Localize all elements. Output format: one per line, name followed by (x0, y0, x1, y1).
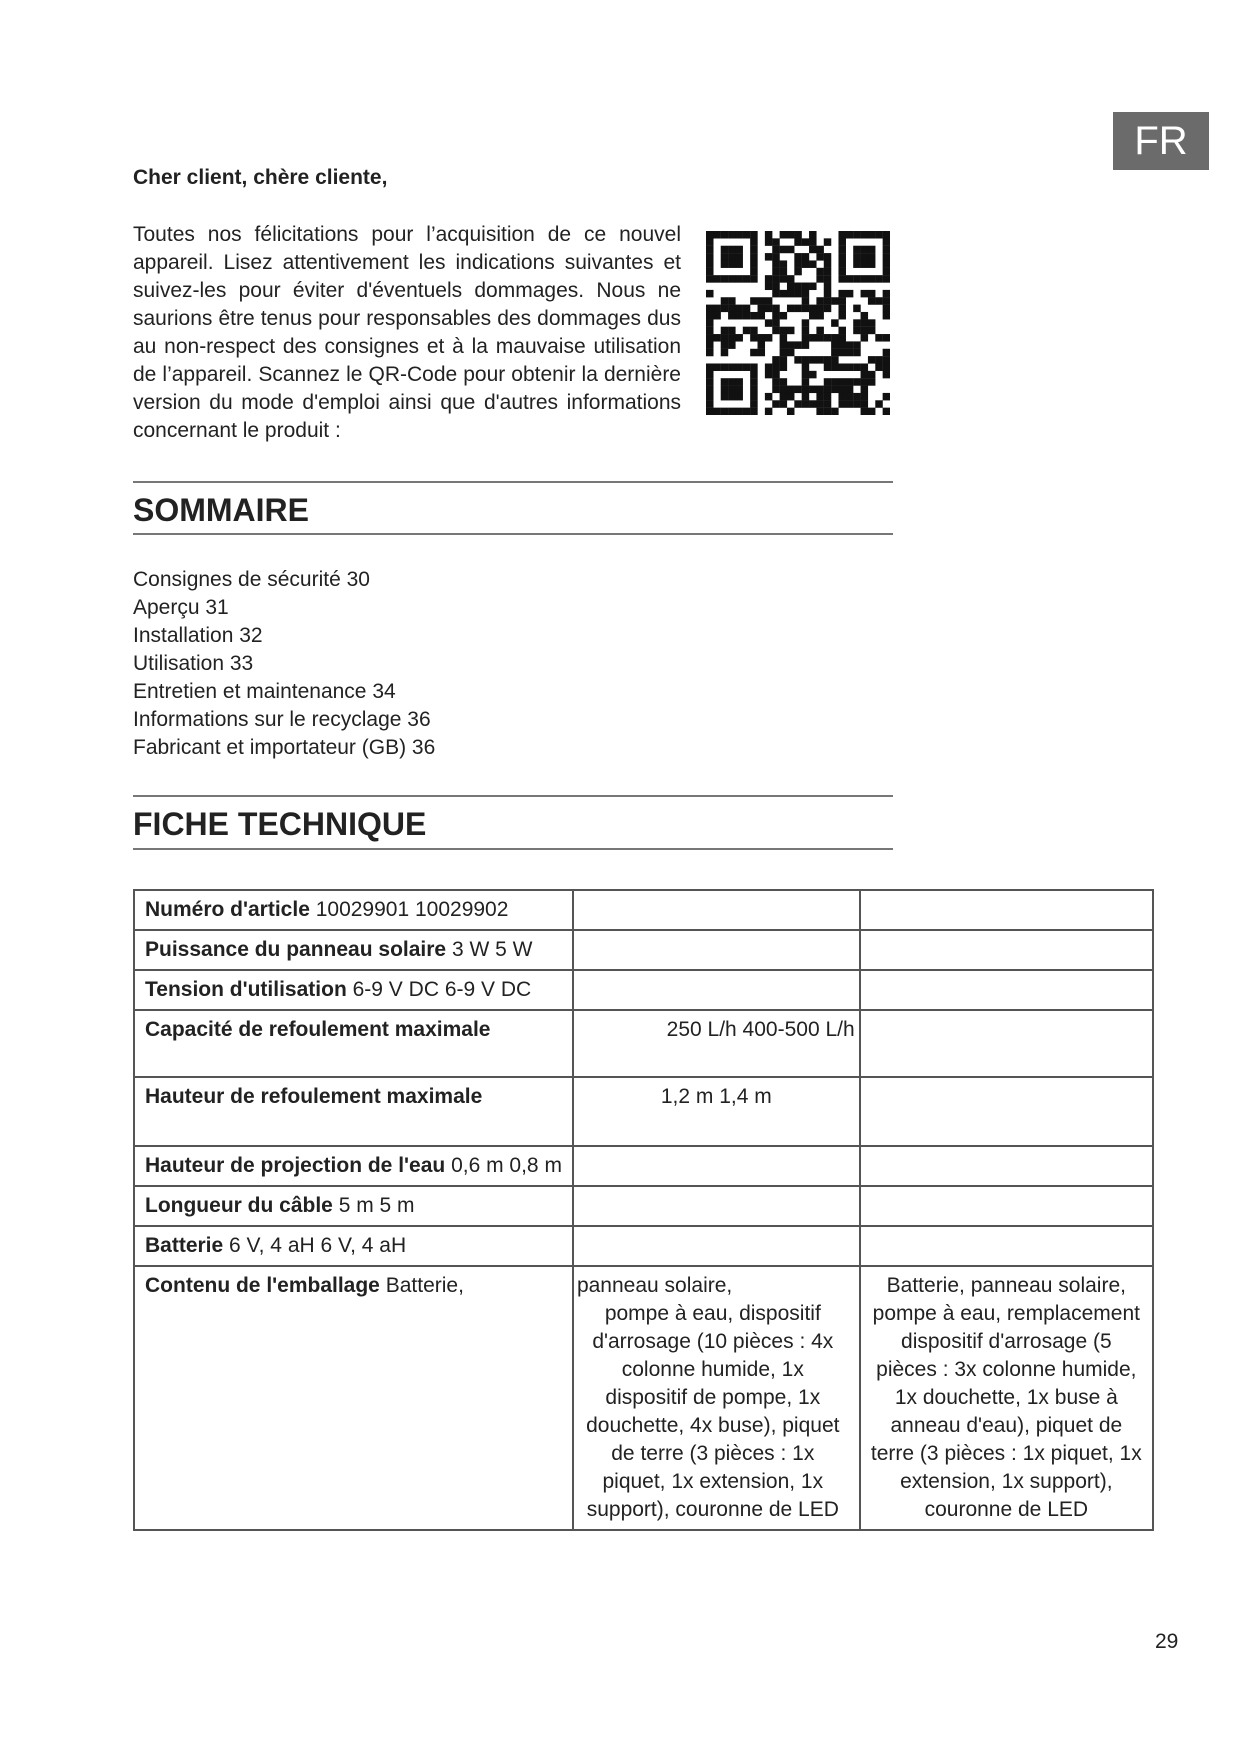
table-row (134, 1266, 1153, 1530)
specs-table (133, 889, 1154, 1531)
table-row (134, 930, 1153, 970)
spec-value: Batterie, (385, 1274, 464, 1297)
table-row (134, 1010, 1153, 1077)
specs-title: FICHE TECHNIQUE (133, 806, 427, 842)
spec-value: 0,6 m 0,8 m (451, 1154, 562, 1177)
spec-label: Puissance du panneau solaire (145, 938, 447, 961)
toc-item[interactable]: Fabricant et importateur (GB) 36 (133, 736, 436, 759)
language-badge: FR (1113, 112, 1209, 170)
table-row (134, 970, 1153, 1010)
table-row (134, 1077, 1153, 1146)
spec-label: Tension d'utilisation (145, 978, 347, 1001)
spec-label: Capacité de refoulement maximale (145, 1018, 491, 1041)
toc-item[interactable]: Consignes de sécurité 30 (133, 568, 370, 591)
spec-label: Numéro d'article (145, 898, 310, 921)
greeting: Cher client, chère cliente, (133, 166, 388, 189)
intro-paragraph: Toutes nos félicitations pour l’acquisition de ce nouvel appareil. Lisez attentivement les indications suivantes et suivez-les pour éviter d'éventuels dommages. Nous ne saurions être tenus pour responsables des dommages dus au non-respect des consignes et à la mauvaise utilisation de l’appareil. Scannez le QR-Code pour obtenir la dernière version du mode d'emploi ainsi que d'autres informations concernant le produit : (133, 223, 681, 442)
spec-label: Hauteur de refoulement maximale (145, 1085, 483, 1108)
spec-value: 6 V, 4 aH 6 V, 4 aH (229, 1234, 407, 1257)
toc-item[interactable]: Aperçu 31 (133, 596, 229, 619)
spec-value: 1,2 m 1,4 m (573, 1077, 860, 1146)
divider (133, 533, 893, 535)
spec-value: 3 W 5 W (451, 938, 533, 961)
divider (133, 795, 893, 797)
spec-value: 6-9 V DC 6-9 V DC (352, 978, 532, 1001)
spec-label: Longueur du câble (145, 1194, 333, 1217)
toc-item[interactable]: Informations sur le recyclage 36 (133, 708, 431, 731)
summary-title: SOMMAIRE (133, 492, 309, 528)
table-of-contents (133, 566, 435, 762)
divider (133, 848, 893, 850)
spec-value: pompe à eau, dispositif d'arrosage (10 pièces : 4x colonne humide, 1x dispositif de pompe, 1x douchette, 4x buse), piquet de terre (3 pièces : 1x piquet, 1x extension, 1x support), couronne de LED (586, 1302, 840, 1521)
toc-item[interactable]: Utilisation 33 (133, 652, 254, 675)
table-row (134, 1146, 1153, 1186)
spec-value: panneau solaire, (576, 1274, 733, 1297)
spec-label: Hauteur de projection de l'eau (145, 1154, 446, 1177)
divider (133, 481, 893, 483)
toc-item[interactable]: Installation 32 (133, 624, 263, 647)
spec-label: Batterie (145, 1234, 224, 1257)
toc-item[interactable]: Entretien et maintenance 34 (133, 680, 396, 703)
page-number: 29 (1155, 1630, 1179, 1653)
spec-value: 5 m 5 m (338, 1194, 415, 1217)
qr-code[interactable] (706, 231, 890, 415)
spec-label: Contenu de l'emballage (145, 1274, 380, 1297)
spec-value: 250 L/h 400-500 L/h (573, 1010, 860, 1077)
spec-value: Batterie, panneau solaire, pompe à eau, remplacement dispositif d'arrosage (5 pièces : 3x colonne humide, 1x douchette, 1x buse à anneau d'eau), piquet de terre (3 pièces : 1x piquet, 1x extension, 1x support), couronne de LED (860, 1266, 1153, 1530)
spec-value: 10029901 10029902 (315, 898, 509, 921)
table-row (134, 890, 1153, 930)
table-row (134, 1226, 1153, 1266)
table-row (134, 1186, 1153, 1226)
